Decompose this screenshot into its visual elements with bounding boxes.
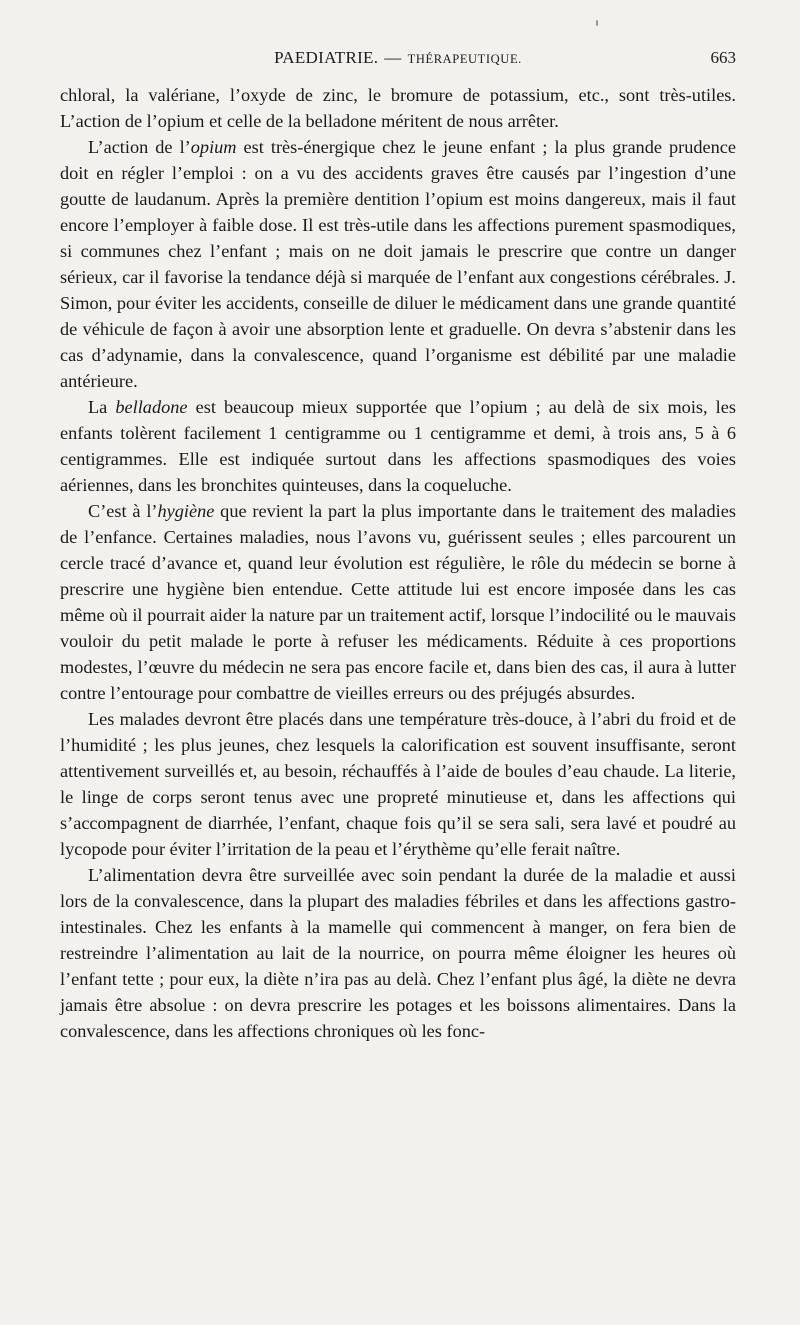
running-header: [60, 48, 736, 72]
page-number: 663: [710, 48, 736, 67]
paragraph-lead: C’est à l’: [88, 501, 158, 521]
paragraph-opium: [60, 134, 736, 394]
paper-speck: [596, 20, 598, 26]
body-text: [60, 82, 736, 1044]
paragraph-lead: La: [88, 397, 116, 417]
italic-term-opium: opium: [190, 137, 237, 157]
header-title: PAEDIATRIE.: [274, 48, 379, 67]
paragraph-malades: [60, 706, 736, 862]
paragraph-text: chloral, la valériane, l’oxyde de zinc, le bromure de potassium, etc., sont très-utiles. L’action de l’opium et celle de la belladone méritent de nous arrêter.: [60, 85, 736, 131]
paragraph-alimentation: [60, 862, 736, 1044]
paragraph-text: Les malades devront être placés dans une température très-douce, à l’abri du froid et de l’humidité ; les plus jeunes, chez lesquels la calorification est souvent insuffisante, seront attentivement surveillés et, au besoin, réchauffés à l’aide de boules d’eau chaude. La literie, le linge de corps seront tenus avec une propreté minutieuse et, dans les affections qui s’accompagnent de diarrhée, l’enfant, chaque fois qu’il se sera sali, sera lavé et poudré au lycopode pour éviter l’irritation de la peau et l’érythème qu’elle ferait naître.: [60, 709, 736, 859]
italic-term-hygiene: hygiène: [157, 501, 215, 521]
paragraph-text: est très-énergique chez le jeune enfant ; la plus grande prudence doit en régler l’emploi : on a vu des accidents graves être causés par l’ingestion d’une goutte de laudanum. Après la première dentition l’opium est moins dangereux, mais il faut encore l’employer à faible dose. Il est très-utile dans les affections purement spasmodiques, si communes chez l’enfant ; mais on ne doit jamais le prescrire que contre un danger sérieux, car il favorise la tendance déjà si marquée de l’enfant aux congestions cérébrales. J. Simon, pour éviter les accidents, conseille de diluer le médicament dans une grande quantité de véhicule de façon à avoir une absorption lente et graduelle. On devra s’abstenir dans les cas d’adynamie, dans la convalescence, quand l’organisme est débilité par une maladie antérieure.: [60, 137, 736, 391]
italic-term-belladone: belladone: [115, 397, 188, 417]
running-title: [60, 48, 736, 68]
paragraph-lead: L’action de l’: [88, 137, 191, 157]
paragraph-belladone: [60, 394, 736, 498]
paragraph-text: L’alimentation devra être surveillée avec soin pendant la durée de la maladie et aussi lors de la convalescence, dans la plupart des maladies fébriles et dans les affections gastro-intestinales. Chez les enfants à la mamelle qui commencent à manger, on fera bien de restreindre l’alimentation au lait de la nourrice, on pourra même éloigner les heures où l’enfant tette ; pour eux, la diète n’ira pas au delà. Chez l’enfant plus âgé, la diète ne devra jamais être absolue : on devra prescrire les potages et les boissons alimentaires. Dans la convalescence, dans les affections chroniques où les fonc-: [60, 865, 736, 1041]
paragraph-chloral-continuation: [60, 82, 736, 134]
paragraph-text: est beaucoup mieux supportée que l’opium ; au delà de six mois, les enfants tolèrent facilement 1 centigramme ou 1 centigramme et demi, à trois ans, 5 à 6 centigrammes. Elle est indiquée surtout dans les affections spasmodiques des voies aériennes, dans les bronchites quinteuses, dans la coqueluche.: [60, 397, 736, 495]
paragraph-text: que revient la part la plus importante dans le traitement des maladies de l’enfance. Certaines maladies, nous l’avons vu, guérissent seules ; elles parcourent un cercle tracé d’avance et, quand leur évolution est régulière, le rôle du médecin se borne à prescrire une hygiène bien entendue. Cette attitude lui est encore imposée dans les cas même où il pourrait aider la nature par un traitement actif, lorsque l’indocilité ou le mauvais vouloir du petit malade le porte à refuser les médicaments. Réduite à ces proportions modestes, l’œuvre du médecin ne sera pas encore facile et, dans bien des cas, il aura à lutter contre l’entourage pour combattre de vieilles erreurs ou des préjugés absurdes.: [60, 501, 736, 703]
header-subtitle: THÉRAPEUTIQUE.: [407, 52, 522, 66]
header-dash: —: [384, 48, 402, 67]
paragraph-hygiene: [60, 498, 736, 706]
